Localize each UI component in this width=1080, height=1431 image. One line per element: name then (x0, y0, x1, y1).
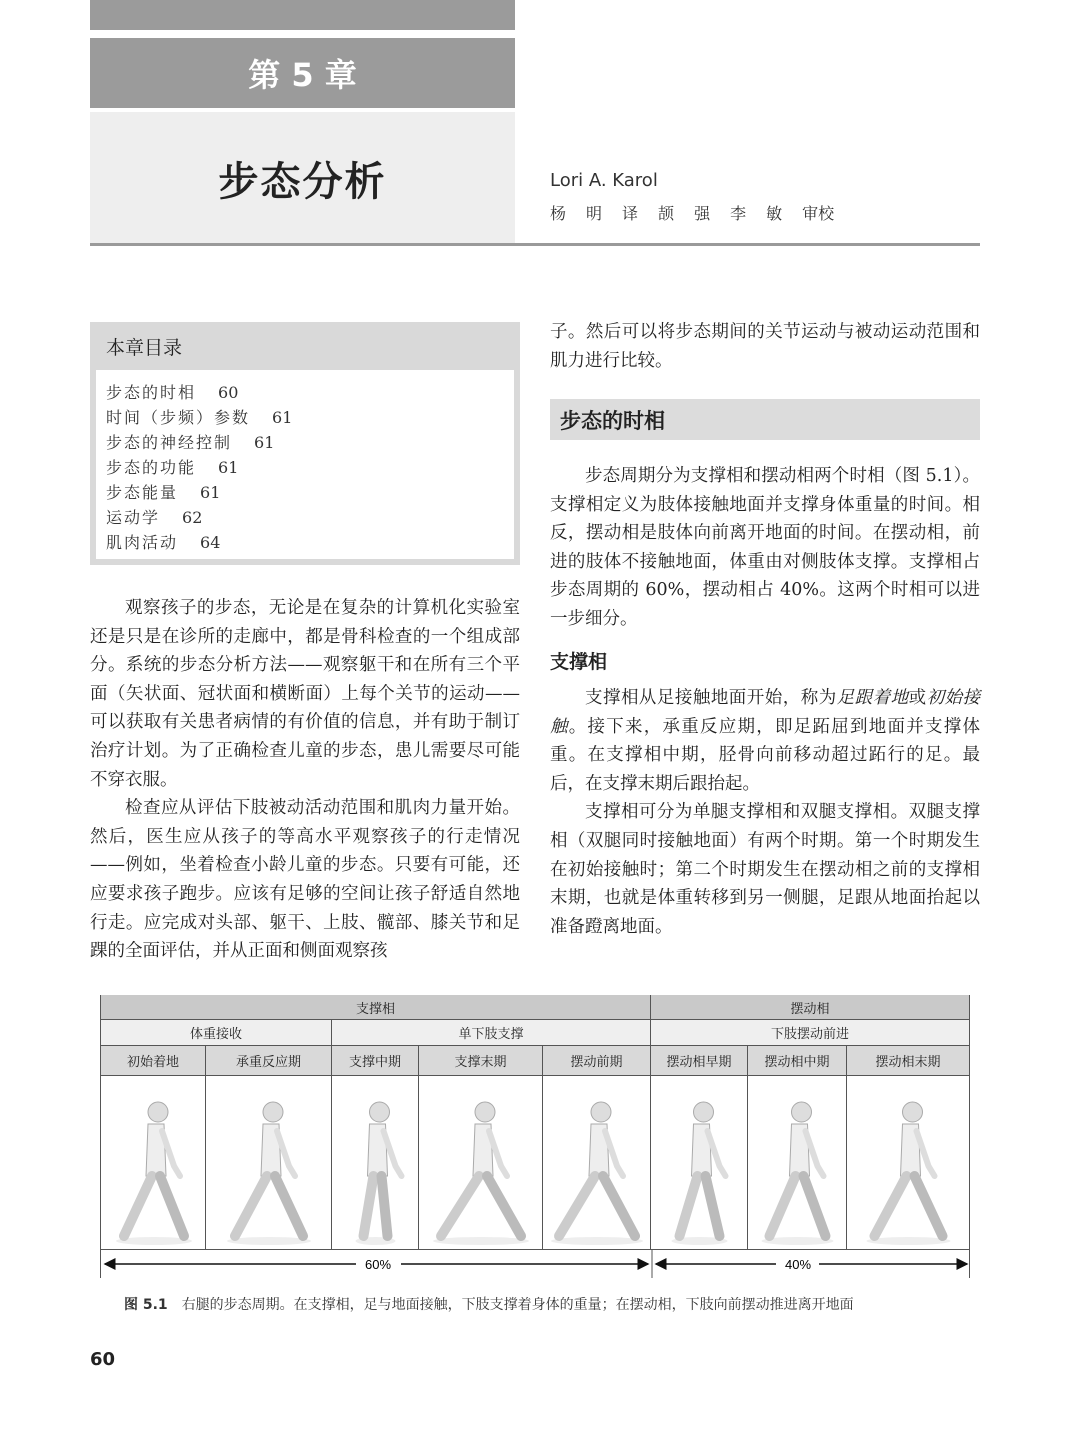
subsection-body (550, 684, 980, 941)
toc-item (106, 405, 504, 430)
divider (90, 243, 980, 246)
caption-label: 图 5.1 (124, 1297, 168, 1313)
toc-item-page: 61 (272, 408, 293, 427)
phase-header: 支撑相 (100, 995, 651, 1020)
percent-row (100, 1250, 970, 1278)
header-bar (90, 0, 515, 30)
paragraph (550, 684, 980, 798)
toc-item (106, 480, 504, 505)
text: 或 (908, 688, 927, 708)
stance-percent: 60% (364, 1257, 392, 1272)
table-of-contents (90, 322, 520, 565)
toc-item (106, 430, 504, 455)
translators (550, 201, 854, 224)
paragraph: 检查应从评估下肢被动活动范围和肌肉力量开始。然后，医生应从孩子的等高水平观察孩子的行走情况——例如，坐着检查小龄儿童的步态。只要有可能，还应要求孩子跑步。应该有足够的空间让孩子舒适自然地行走。应完成对头部、躯干、上肢、髋部、膝关节和足踝的全面评估，并从正面和侧面观察孩 (90, 798, 520, 962)
toc-item-page: 61 (254, 433, 275, 452)
walking-figure-icon (847, 1076, 969, 1250)
walking-figure-panel (847, 1076, 970, 1250)
left-column (90, 594, 520, 966)
subphase-header: 单下肢支撑 (332, 1020, 651, 1046)
toc-item-label: 步态能量 (106, 483, 179, 502)
walking-figure-icon (543, 1076, 650, 1250)
period-header: 摆动前期 (543, 1046, 651, 1076)
author: Lori A. Karol (550, 170, 658, 191)
period-header: 摆动相末期 (847, 1046, 970, 1076)
page-number: 60 (90, 1349, 116, 1370)
toc-item-label: 步态的神经控制 (106, 433, 233, 452)
term: 初始接触 (550, 688, 981, 737)
toc-item (106, 380, 504, 405)
walking-figure-panel (543, 1076, 651, 1250)
walking-figure-panel (332, 1076, 419, 1250)
walking-figure-panel (748, 1076, 847, 1250)
translator-char: 强 (694, 204, 711, 223)
paragraph: 支撑相可分为单腿支撑相和双腿支撑相。双腿支撑相（双腿同时接触地面）有两个时期。第一个时期发生在初始接触时；第二个时期发生在摆动相之前的支撑相末期，也就是体重转移到另一侧腿，足跟从地面抬起以准备蹬离地面。 (550, 802, 980, 937)
toc-item-label: 步态的时相 (106, 383, 197, 402)
section-paragraph (550, 462, 980, 634)
period-header: 支撑末期 (419, 1046, 543, 1076)
walking-figure-icon (332, 1076, 418, 1250)
swing-percent: 40% (784, 1257, 812, 1272)
period-header: 摆动相中期 (748, 1046, 847, 1076)
translator-char: 颉 (658, 204, 675, 223)
walking-figure-icon (748, 1076, 846, 1250)
translator-char: 敏 (766, 204, 783, 223)
walking-figure-panel (651, 1076, 748, 1250)
arrows (101, 1250, 971, 1278)
toc-item (106, 455, 504, 480)
toc-item-label: 时间（步频）参数 (106, 408, 251, 427)
period-header: 承重反应期 (206, 1046, 332, 1076)
toc-item-page: 60 (218, 383, 239, 402)
text: 。接下来，承重反应期，即足跖屈到地面并支撑体重。在支撑相中期，胫骨向前移动超过跖行的足。最后，在支撑末期后跟抬起。 (550, 716, 980, 794)
toc-item-label: 运动学 (106, 508, 161, 527)
gait-cycle-figure (100, 995, 970, 1278)
paragraph: 观察孩子的步态，无论是在复杂的计算机化实验室还是只是在诊所的走廊中，都是骨科检查的一个组成部分。系统的步态分析方法——观察躯干和在所有三个平面（矢状面、冠状面和横断面）上每个关节的运动——可以获取有关患者病情的有价值的信息，并有助于制订治疗计划。为了正确检查儿童的步态，患儿需要尽可能不穿衣服。 (90, 598, 520, 790)
term: 足跟着地 (836, 688, 909, 708)
walking-figure-panel (100, 1076, 206, 1250)
translator-char: 明 (586, 204, 603, 223)
toc-item-label: 肌肉活动 (106, 533, 179, 552)
period-header: 摆动相早期 (651, 1046, 748, 1076)
toc-item-page: 61 (200, 483, 221, 502)
walking-figure-icon (206, 1076, 331, 1250)
subphase-header: 体重接收 (100, 1020, 332, 1046)
section-heading: 步态的时相 (550, 399, 980, 440)
translator-char: 审校 (802, 204, 835, 223)
toc-item (106, 505, 504, 530)
continued-paragraph: 子。然后可以将步态期间的关节运动与被动运动范围和肌力进行比较。 (550, 322, 980, 371)
paragraph: 步态周期分为支撑相和摆动相两个时相（图 5.1）。支撑相定义为肢体接触地面并支撑身体重量的时间。相反，摆动相是肢体向前离开地面的时间。在摆动相，前进的肢体不接触地面，体重由对侧肢体支撑。支撑相占步态周期的 60%，摆动相占 40%。这两个时相可以进一步细分。 (550, 466, 980, 629)
walking-figure-panel (206, 1076, 332, 1250)
chapter-title: 步态分析 (90, 112, 515, 244)
text: 支撑相从足接触地面开始，称为 (585, 688, 837, 708)
toc-list (96, 370, 514, 559)
toc-item (106, 530, 504, 555)
chapter-label: 第 5 章 (90, 38, 515, 108)
subphase-header: 下肢摆动前进 (651, 1020, 970, 1046)
subsection-heading: 支撑相 (550, 651, 608, 673)
walking-figure-icon (419, 1076, 542, 1250)
translator-char: 译 (622, 204, 639, 223)
toc-heading: 本章目录 (106, 336, 183, 359)
toc-item-page: 61 (218, 458, 239, 477)
caption-text: 右腿的步态周期。在支撑相，足与地面接触，下肢支撑着身体的重量；在摆动相，下肢向前摆动推进离开地面 (181, 1297, 854, 1313)
figure-caption (124, 1294, 854, 1314)
toc-item-page: 62 (182, 508, 203, 527)
period-header: 初始着地 (100, 1046, 206, 1076)
phase-header: 摆动相 (651, 995, 970, 1020)
period-header: 支撑中期 (332, 1046, 419, 1076)
translator-char: 杨 (550, 204, 567, 223)
walking-figure-icon (651, 1076, 747, 1250)
toc-item-label: 步态的功能 (106, 458, 197, 477)
translator-char: 李 (730, 204, 747, 223)
toc-item-page: 64 (200, 533, 221, 552)
walking-figure-icon (101, 1076, 205, 1250)
walking-figure-panel (419, 1076, 543, 1250)
